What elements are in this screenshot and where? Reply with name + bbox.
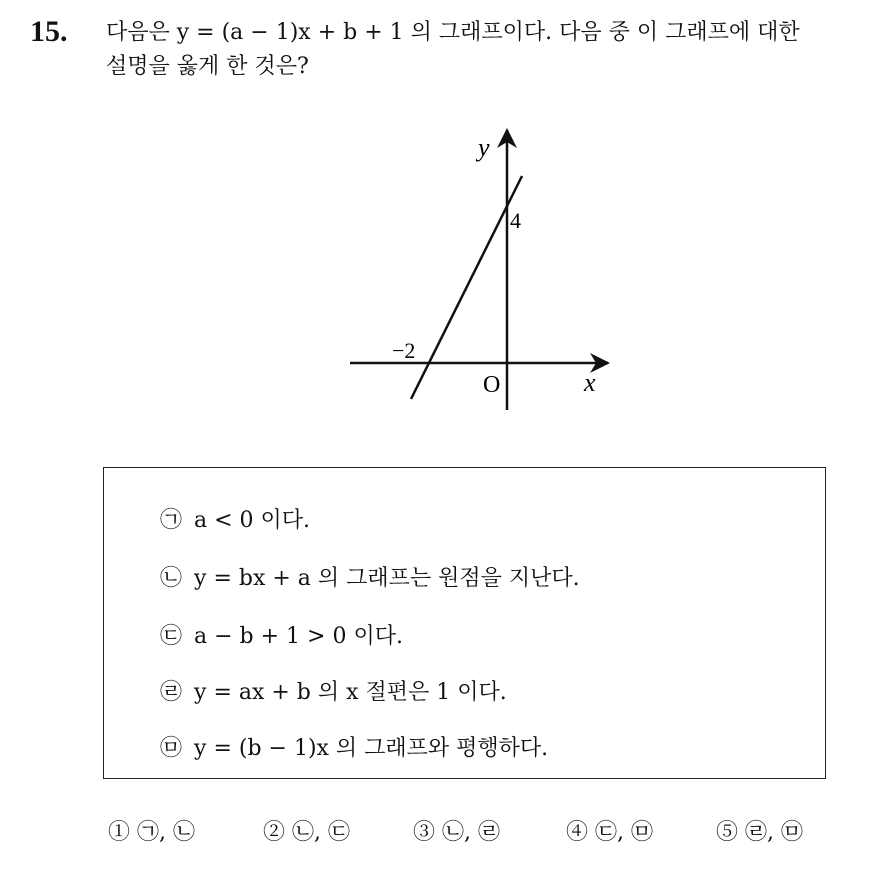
graph-svg bbox=[330, 118, 630, 418]
answer-option-5[interactable] bbox=[716, 818, 803, 848]
answer-number: ① bbox=[108, 820, 131, 845]
answer-text: ㉠, ㉡ bbox=[137, 820, 196, 845]
answer-option-4[interactable] bbox=[566, 818, 653, 848]
statement-box bbox=[103, 467, 826, 779]
y-axis-label: y bbox=[478, 133, 490, 162]
x-axis-label: x bbox=[584, 368, 596, 397]
answer-option-3[interactable] bbox=[413, 818, 500, 848]
y-intercept-label: 4 bbox=[510, 208, 521, 233]
statement-1 bbox=[160, 506, 310, 536]
statement-text: y = (b − 1)x 의 그래프와 평행하다. bbox=[194, 736, 549, 761]
statement-3 bbox=[160, 622, 403, 652]
question-line-2: 설명을 옳게 한 것은? bbox=[106, 54, 309, 79]
answer-text: ㉡, ㉢ bbox=[292, 820, 351, 845]
answer-text: ㉡, ㉣ bbox=[442, 820, 501, 845]
answer-option-2[interactable] bbox=[263, 818, 350, 848]
statement-text: a < 0 이다. bbox=[194, 508, 311, 533]
statement-mark: ㉢ bbox=[160, 624, 183, 649]
statement-mark: ㉠ bbox=[160, 508, 183, 533]
origin-label: O bbox=[483, 372, 501, 398]
statement-mark: ㉣ bbox=[160, 680, 183, 705]
question-number: 15. bbox=[30, 15, 68, 48]
statement-mark: ㉤ bbox=[160, 736, 183, 761]
statement-text: a − b + 1 > 0 이다. bbox=[194, 624, 403, 649]
answer-text: ㉢, ㉤ bbox=[595, 820, 654, 845]
statement-text: y = ax + b 의 x 절편은 1 이다. bbox=[194, 680, 507, 705]
x-intercept-label: −2 bbox=[392, 338, 416, 363]
answer-option-1[interactable] bbox=[108, 818, 195, 848]
question-text bbox=[106, 16, 876, 84]
statement-5 bbox=[160, 734, 548, 764]
graph-line bbox=[411, 176, 522, 399]
statement-text: y = bx + a 의 그래프는 원점을 지난다. bbox=[194, 566, 580, 591]
statement-4 bbox=[160, 678, 507, 708]
answer-number: ④ bbox=[566, 820, 589, 845]
answer-number: ② bbox=[263, 820, 286, 845]
answer-number: ③ bbox=[413, 820, 436, 845]
question-line-1: 다음은 y = (a − 1)x + b + 1 의 그래프이다. 다음 중 이 그래프에 대한 bbox=[106, 20, 800, 45]
statement-mark: ㉡ bbox=[160, 566, 183, 591]
answer-number: ⑤ bbox=[716, 820, 739, 845]
line-graph bbox=[330, 118, 630, 418]
statement-2 bbox=[160, 564, 580, 594]
answer-text: ㉣, ㉤ bbox=[745, 820, 804, 845]
